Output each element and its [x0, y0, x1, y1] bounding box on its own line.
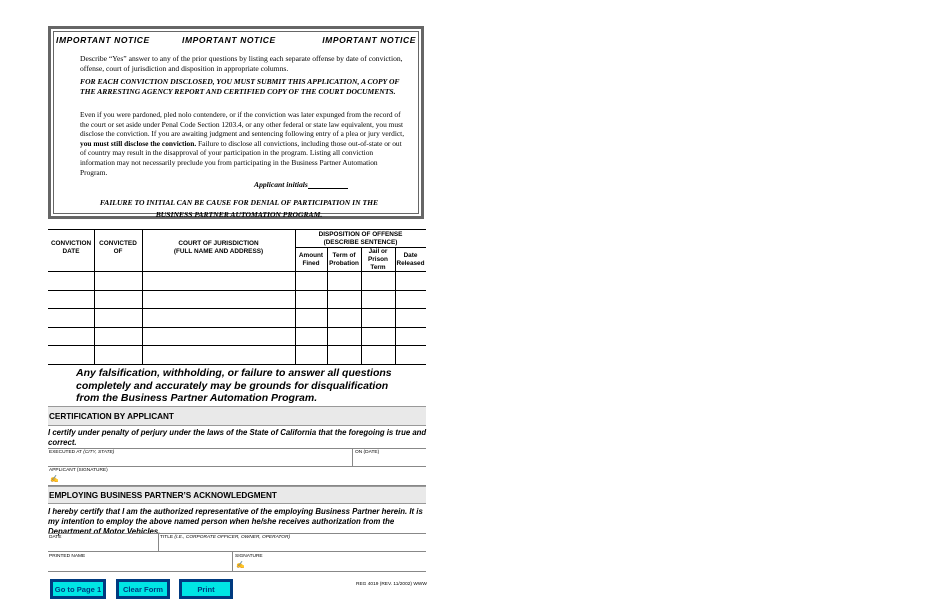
header-conviction-date: [48, 240, 94, 256]
acknowledgment-statement: I hereby certify that I am the authorized representative of the employing Business Partner herein. It is my intention to employ the above named person when he/she receives authorization from the Department of Motor Vehicles.: [48, 507, 423, 536]
important-notice-box: [48, 26, 424, 219]
header-amount-fined: [295, 252, 327, 268]
row-divider: [48, 290, 426, 291]
applicant-initials-field[interactable]: [308, 180, 348, 189]
executed-at-field[interactable]: [49, 450, 114, 456]
field-label: ON: [355, 450, 363, 455]
failure-line-1: FAILURE TO INITIAL CAN BE CAUSE FOR DENIAL OF PARTICIPATION IN THE: [99, 198, 379, 207]
header-jail-or-prison-term: [361, 248, 395, 272]
header-text: COURT OF JURISDICTION: [178, 240, 259, 247]
conviction-table: [48, 229, 426, 365]
header-text: CONVICTED: [99, 240, 137, 247]
header-text: Amount: [298, 252, 324, 259]
date-field[interactable]: DATE: [49, 535, 62, 540]
field-label: TITLE: [160, 535, 174, 540]
signature-label: SIGNATURE: [235, 554, 263, 559]
field-rule: [48, 533, 426, 534]
applicant-initials: [254, 180, 348, 189]
field-rule: [48, 466, 426, 467]
certification-heading: CERTIFICATION BY APPLICANT: [48, 406, 426, 426]
header-text: (FULL NAME AND ADDRESS): [173, 248, 264, 255]
header-text: Date: [403, 252, 418, 259]
header-text: Fined: [302, 260, 320, 267]
pen-icon: ✍: [236, 562, 245, 569]
go-to-page-1-button[interactable]: Go to Page 1: [50, 579, 106, 599]
applicant-signature-label: APPLICANT (SIGNATURE): [49, 468, 108, 473]
failure-line-2: BUSINESS PARTNER AUTOMATION PROGRAM.: [155, 210, 323, 219]
row-divider: [48, 327, 426, 328]
disclosure-text-bold: you must still disclose the conviction.: [80, 138, 197, 148]
field-divider: [352, 448, 353, 466]
falsification-warning: Any falsification, withholding, or failure to answer all questions completely and accurately may be grounds for disqualification from the Business Partner Automation Program.: [76, 367, 392, 404]
header-text: Prison: [368, 256, 388, 263]
disclosure-text-b: Failure to disclose all convictions, including those out-of-state or out of country may result in the disapproval of your participation in the program. Listing all conviction information may not necessarily preclude you from participating in the Business Partner Automation Program.: [80, 138, 402, 177]
field-divider: [158, 533, 159, 551]
field-hint: (I.E., CORPORATE OFFICER, OWNER, OPERATOR): [174, 535, 291, 540]
header-text: Jail or: [368, 248, 388, 255]
notice-instructions: Describe “Yes” answer to any of the prior questions by listing each separate offense by date of conviction, offense, court of jurisdiction and disposition in appropriate columns.: [80, 54, 403, 73]
header-text: Term of: [332, 252, 356, 259]
field-rule: [48, 551, 426, 552]
header-text: DISPOSITION OF OFFENSE: [318, 231, 403, 238]
header-text: OF: [113, 248, 123, 255]
header-disposition: [295, 231, 426, 247]
header-text: Term: [370, 264, 386, 271]
field-hint: (CITY, STATE): [83, 450, 115, 455]
notice-heading-left: IMPORTANT NOTICE: [56, 35, 150, 45]
field-rule: [48, 571, 426, 572]
header-text: CONVICTION: [50, 240, 92, 247]
notice-inner-frame: [53, 31, 419, 219]
title-field[interactable]: [160, 535, 290, 541]
field-divider: [232, 551, 233, 571]
row-divider: [48, 308, 426, 309]
printed-name-field[interactable]: PRINTED NAME: [49, 554, 86, 559]
form-id: REG 4019 (REV. 11/2002) WWW: [356, 582, 427, 587]
field-hint: (DATE): [363, 450, 380, 455]
certification-statement: I certify under penalty of perjury under the laws of the State of California that the foregoing is true and correct.: [48, 428, 427, 447]
acknowledgment-heading: EMPLOYING BUSINESS PARTNER’S ACKNOWLEDGMENT: [48, 486, 426, 504]
header-court-of-jurisdiction: [142, 240, 295, 256]
header-convicted-of: [94, 240, 142, 256]
pen-icon: ✍: [50, 476, 59, 483]
row-divider: [48, 345, 426, 346]
header-date-released: [395, 252, 426, 268]
notice-submission-requirement: FOR EACH CONVICTION DISCLOSED, YOU MUST SUBMIT THIS APPLICATION, A COPY OF THE ARRESTING AGENCY REPORT AND CERTIFIED COPY OF THE COURT DOCUMENTS.: [80, 77, 400, 96]
failure-warning: [84, 197, 394, 221]
disclosure-text-a: Even if you were pardoned, pled nolo contendere, or if the conviction was later expunged from the record of the court or set aside under Penal Code Section 1203.4, or any other federal or state law equivalent, you must disclose the conviction. If you are awaiting judgment and sentencing following entry of a plea or jury verdict,: [80, 110, 405, 139]
applicant-initials-label: Applicant initials: [254, 180, 308, 189]
header-text: Released: [396, 260, 425, 267]
header-text: Probation: [329, 260, 359, 267]
on-date-field[interactable]: [355, 450, 379, 456]
clear-form-button[interactable]: Clear Form: [116, 579, 170, 599]
header-text: DATE: [62, 248, 80, 255]
notice-heading-right: IMPORTANT NOTICE: [322, 35, 416, 45]
header-term-of-probation: [327, 252, 361, 268]
print-button[interactable]: Print: [179, 579, 233, 599]
field-label: EXECUTED AT: [49, 450, 82, 455]
field-rule: [48, 448, 426, 449]
header-text: (DESCRIBE SENTENCE): [323, 239, 398, 246]
notice-heading-center: IMPORTANT NOTICE: [182, 35, 276, 45]
col-divider: [295, 230, 296, 364]
notice-disclosure-text: [80, 110, 406, 177]
